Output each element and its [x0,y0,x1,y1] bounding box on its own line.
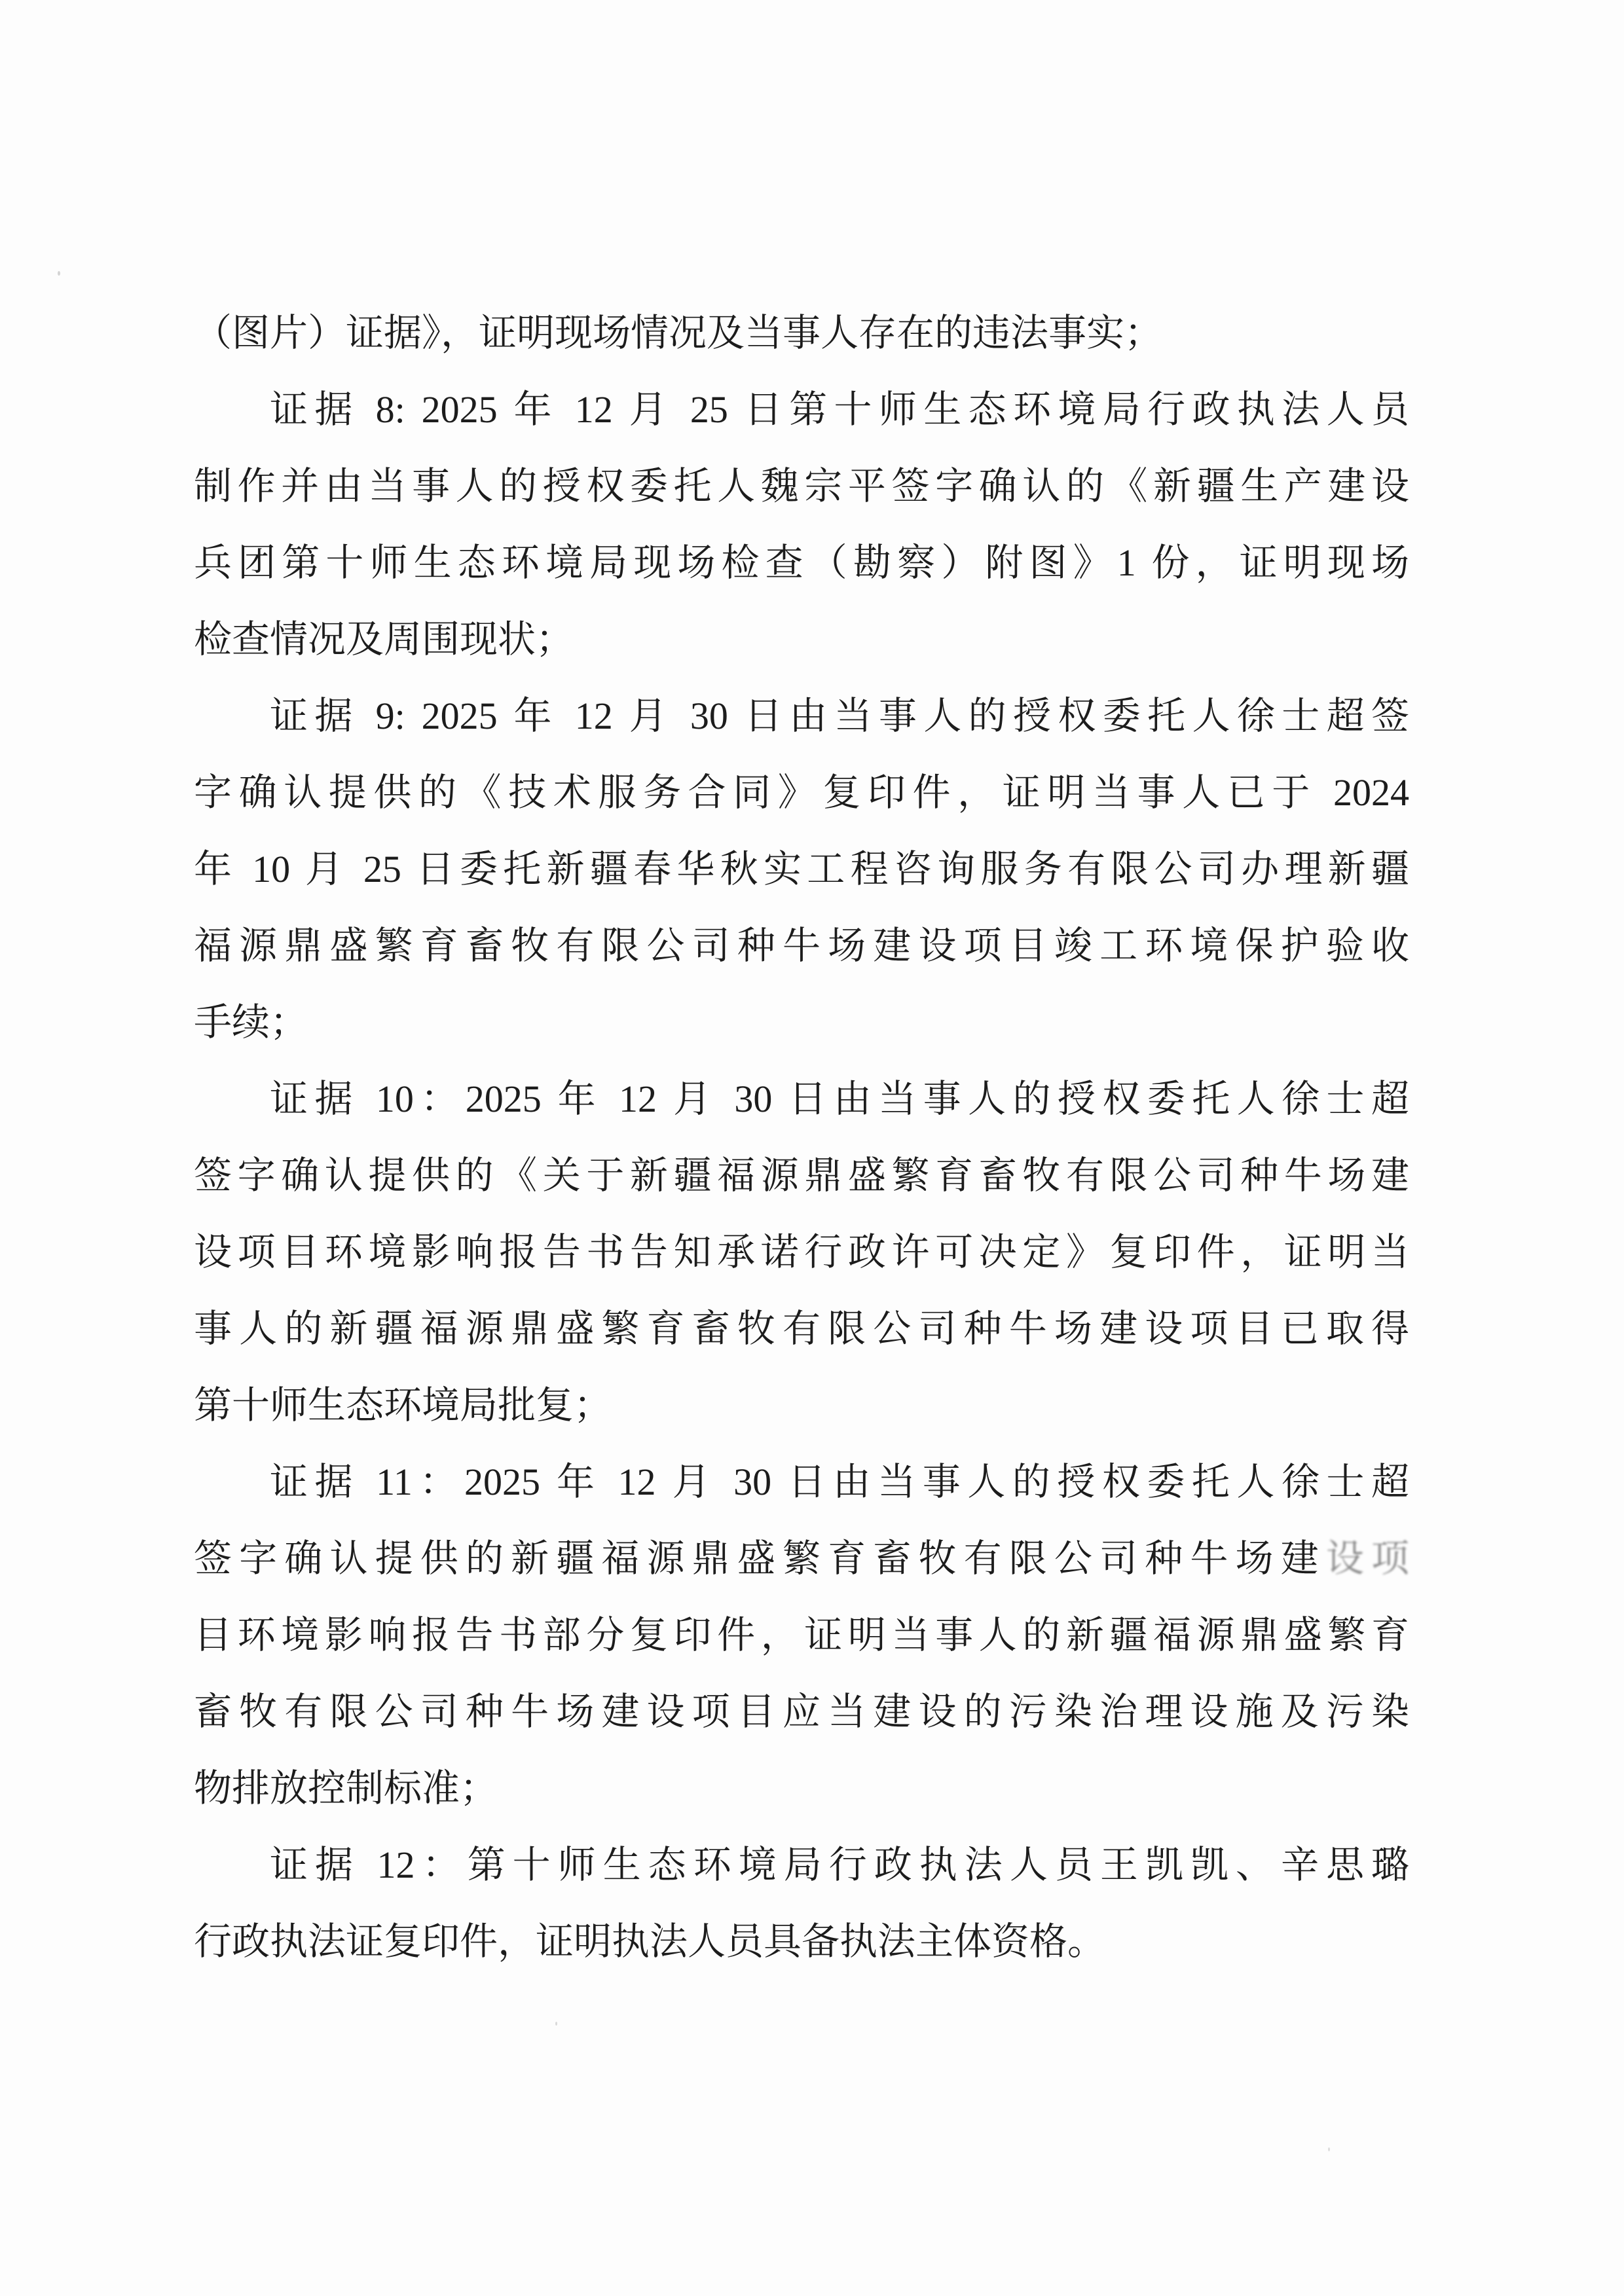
scan-faded-text: 设项 [1325,1537,1409,1580]
text-line: 证据 9: 2025 年 12 月 30 日由当事人的授权委托人徐士超签 [270,695,1409,737]
scan-speck [555,2022,557,2026]
text-line: 证据 11：2025 年 12 月 30 日由当事人的授权委托人徐士超 [270,1461,1409,1503]
text-line: 物排放控制标准； [194,1767,498,1810]
text-line: 第十师生态环境局批复； [194,1384,612,1427]
text-line: 设项目环境影响报告书告知承诺行政许可决定》复印件，证明当 [194,1231,1409,1273]
text-line: 畜牧有限公司种牛场建设项目应当建设的污染治理设施及污染 [194,1690,1409,1733]
text-line: 目环境影响报告书部分复印件，证明当事人的新疆福源鼎盛繁育 [194,1614,1409,1656]
text-line: 检查情况及周围现状； [194,618,574,661]
scan-speck [58,271,60,276]
text-line: 福源鼎盛繁育畜牧有限公司种牛场建设项目竣工环境保护验收 [194,924,1409,967]
document-text-block [194,295,1409,1980]
text-line: 行政执法证复印件，证明执法人员具备执法主体资格。 [194,1920,1106,1963]
text-line: 字确认提供的《技术服务合同》复印件，证明当事人已于 2024 [194,771,1409,814]
text-line: 制作并由当事人的授权委托人魏宗平签字确认的《新疆生产建设 [194,465,1409,507]
text-line: （图片）证据》，证明现场情况及当事人存在的违法事实； [194,312,1163,354]
text-line: 手续； [194,1001,308,1044]
text-line: 年 10 月 25 日委托新疆春华秋实工程咨询服务有限公司办理新疆 [194,848,1409,890]
scan-speck [1328,2147,1330,2151]
text-line: 事人的新疆福源鼎盛繁育畜牧有限公司种牛场建设项目已取得 [194,1307,1409,1350]
text-line: 兵团第十师生态环境局现场检查（勘察）附图》1 份，证明现场 [194,541,1409,584]
text-line: 证据 10：2025 年 12 月 30 日由当事人的授权委托人徐士超 [270,1078,1409,1120]
text-line-segment: 签字确认提供的新疆福源鼎盛繁育畜牧有限公司种牛场建 [194,1537,1326,1580]
text-line: 签字确认提供的《关于新疆福源鼎盛繁育畜牧有限公司种牛场建 [194,1154,1409,1197]
text-line [194,1520,1409,1597]
text-line: 证据 8: 2025 年 12 月 25 日第十师生态环境局行政执法人员 [270,388,1409,431]
text-line: 证据 12：第十师生态环境局行政执法人员王凯凯、辛思璐 [270,1844,1409,1886]
